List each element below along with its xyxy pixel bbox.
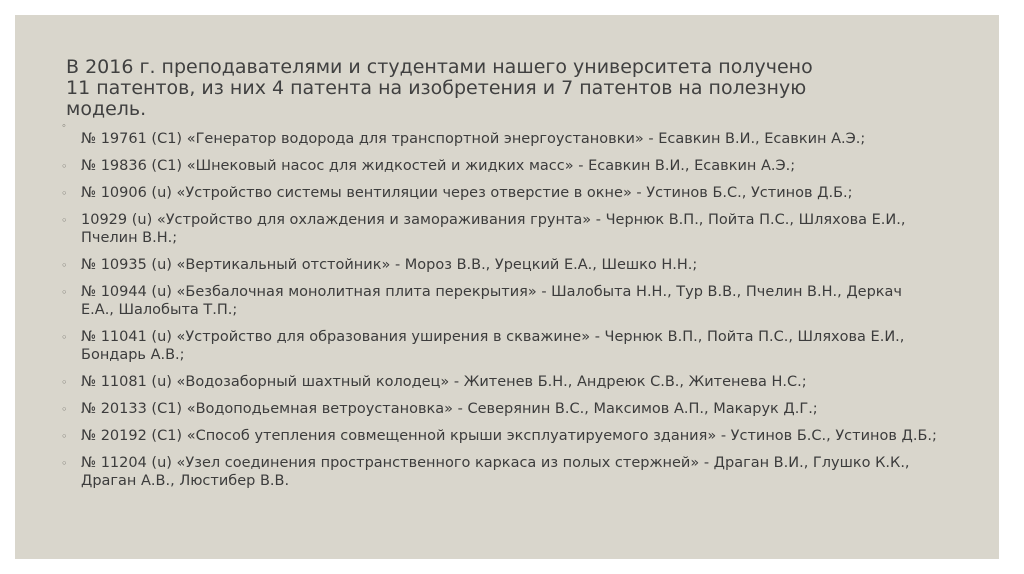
patent-text: № 20192 (C1) «Способ утепления совмещенной крыши эксплуатируемого здания» - Устинов Б.С., Устинов Д.Б.; [81,428,937,444]
patent-item [59,454,939,490]
patent-text: № 10944 (u) «Безбалочная монолитная плита перекрытия» - Шалобыта Н.Н., Тур В.В., Пчелин В.Н., Деркач Е.А., Шалобыта Т.П.; [81,284,902,318]
bullet-icon: ◦ [61,331,68,344]
patent-item [59,400,939,418]
patent-item [59,373,939,391]
bullet-icon: ◦ [61,403,68,416]
bullet-icon: ◦ [61,376,68,389]
patent-item [59,184,939,202]
patent-text: 10929 (u) «Устройство для охлаждения и замораживания грунта» - Чернюк В.П., Пойта П.С., Шляхова Е.И., Пчелин В.Н.; [81,212,906,246]
patent-item [59,211,939,247]
bullet-icon: ◦ [61,160,68,173]
bullet-icon: ◦ [61,259,68,272]
slide-accent-bar [999,15,1009,559]
patent-text: № 11081 (u) «Водозаборный шахтный колодец» - Житенев Б.Н., Андреюк С.В., Житенева Н.С.; [81,374,807,390]
bullet-icon: ◦ [61,457,68,470]
patent-text: № 20133 (C1) «Водоподьемная ветроустановка» - Северянин В.С., Максимов А.П., Макарук Д.Г.; [81,401,818,417]
patent-item [59,427,939,445]
slide [15,15,1009,559]
patent-text: № 11041 (u) «Устройство для образования уширения в скважине» - Чернюк В.П., Пойта П.С., Шляхова Е.И., Бондарь А.В.; [81,329,905,363]
patent-item [59,256,939,274]
patent-text: № 10935 (u) «Вертикальный отстойник» - Мороз В.В., Урецкий Е.А., Шешко Н.Н.; [81,257,698,273]
patent-item [59,328,939,364]
patent-item [59,130,939,148]
patent-text: № 19761 (C1) «Генератор водорода для транспортной энергоустановки» - Есавкин В.И., Есавкин А.Э.; [81,131,866,147]
bullet-icon: ◦ [61,187,68,200]
patent-text: № 11204 (u) «Узел соединения пространственного каркаса из полых стержней» - Драган В.И., Глушко К.К., Драган А.В., Люстибер В.В. [81,455,910,489]
patent-text: № 19836 (C1) «Шнековый насос для жидкостей и жидких масс» - Есавкин В.И., Есавкин А.Э.; [81,158,796,174]
bullet-icon: ◦ [61,430,68,443]
patent-text: № 10906 (u) «Устройство системы вентиляции через отверстие в окне» - Устинов Б.С., Устинов Д.Б.; [81,185,853,201]
bullet-icon: ◦ [61,214,68,227]
bullet-icon: ◦ [61,286,68,299]
slide-heading: В 2016 г. преподавателями и студентами нашего университета получено 11 патентов, из них 4 патента на изобретения и 7 патентов на полезную модель. [66,56,813,120]
patent-item [59,157,939,175]
heading-bullet-icon: ◦ [62,120,66,132]
patent-list [59,130,939,499]
patent-item [59,283,939,319]
